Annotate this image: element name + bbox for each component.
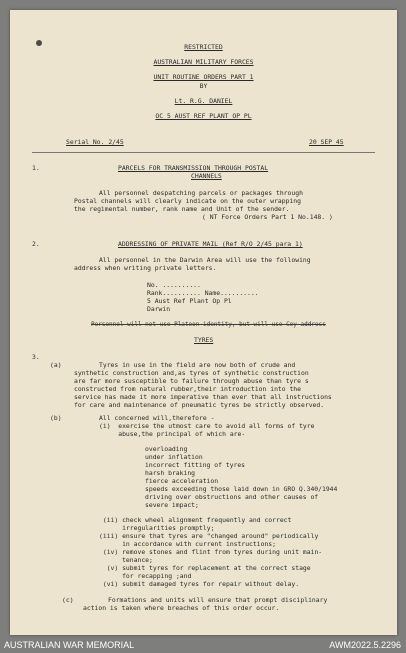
- abuse-item: overloading: [145, 445, 188, 453]
- para-b-item: (iii) ensure that tyres are "changed around" periodically: [99, 532, 319, 540]
- document-title: UNIT ROUTINE ORDERS PART 1: [153, 73, 254, 81]
- section-3-number: 3.: [32, 353, 40, 361]
- para-c-label: (c): [62, 596, 74, 604]
- section-1-ref: ( NT Force Orders Part 1 No.148. ): [202, 213, 333, 221]
- address-line: 5 Aust Ref Plant Op Pl: [147, 297, 232, 305]
- section-2-line: All personnel in the Darwin Area will use the following: [99, 256, 311, 264]
- section-2-line: address when writing private letters.: [74, 264, 217, 272]
- document-page: [10, 10, 397, 635]
- section-1-number: 1.: [32, 164, 40, 172]
- section-1-line: All personnel despatching parcels or packages through: [99, 189, 303, 197]
- para-b-item: (iv) remove stones and flint from tyres during unit main-: [99, 548, 323, 556]
- order-date: 20 SEP 45: [309, 138, 344, 146]
- abuse-item: speeds exceeding those laid down in GRO Q.340/1944: [145, 485, 338, 493]
- abuse-item: severe impact;: [145, 501, 199, 509]
- para-a-label: (a): [50, 361, 62, 369]
- section-1-line: the regimental number, rank name and Unit of the sender.: [74, 205, 290, 213]
- para-c-line: action is taken where breaches of this order occur.: [83, 604, 280, 612]
- footer-credit: AUSTRALIAN WAR MEMORIAL: [4, 640, 135, 650]
- classification: RESTRICTED: [184, 43, 223, 51]
- para-a-line: synthetic construction and,as tyres of synthetic construction: [74, 369, 309, 377]
- abuse-item: harsh braking: [145, 469, 196, 477]
- para-a-line: are far more susceptible to failure through abuse than tyre s: [74, 377, 309, 385]
- para-c-line: Formations and units will ensure that prompt disciplinary: [108, 596, 328, 604]
- divider: [32, 152, 375, 153]
- unit-name: OC 5 AUST REF PLANT OP PL: [155, 112, 252, 120]
- para-b-item: (v) submit tyres for replacement at the correct stage: [99, 564, 311, 572]
- section-1-heading-cont: CHANNELS: [191, 172, 222, 180]
- para-b-item: in accordance with current instructions;: [99, 540, 276, 548]
- para-b-item: for recapping ;and: [99, 572, 192, 580]
- section-2-heading: ADDRESSING OF PRIVATE MAIL (Ref R/O 2/45 para 1): [118, 240, 303, 248]
- abuse-item: driving over obstructions and other causes of: [145, 493, 319, 501]
- footer-accession: AWM2022.5.2296: [329, 640, 401, 650]
- para-b-item: tenance;: [99, 556, 153, 564]
- para-b-item: (ii) check wheel alignment frequently and correct: [99, 516, 292, 524]
- abuse-item: incorrect fitting of tyres: [145, 461, 246, 469]
- abuse-item: fierce acceleration: [145, 477, 219, 485]
- address-line: Rank.......... Name..........: [147, 289, 259, 297]
- para-b-intro: All concerned will,therefore -: [99, 414, 215, 422]
- org-name: AUSTRALIAN MILITARY FORCES: [153, 58, 254, 66]
- struck-out-line: Personnel will not use Platoon identity, but will use Coy address: [91, 321, 326, 328]
- para-b-item: abuse,the principal of which are-: [99, 430, 246, 438]
- para-b-label: (b): [50, 414, 62, 422]
- address-line: Darwin: [147, 305, 171, 313]
- para-a-line: for care and maintenance of pneumatic tyres be strictly observed.: [74, 401, 325, 409]
- section-3-heading: TYRES: [194, 336, 214, 344]
- section-1-heading: PARCELS FOR TRANSMISSION THROUGH POSTAL: [118, 164, 269, 172]
- para-b-item: (vi) submit damaged tyres for repair without delay.: [99, 580, 300, 588]
- abuse-item: under inflation: [145, 453, 203, 461]
- serial-number: Serial No. 2/45: [66, 138, 124, 146]
- officer-name: Lt. R.G. DANIEL: [174, 97, 233, 105]
- para-a-line: Tyres in use in the field are now both of crude and: [99, 361, 296, 369]
- section-1-line: Postal channels will clearly indicate on the outer wrapping: [74, 197, 302, 205]
- by-line: BY: [199, 82, 208, 90]
- para-a-line: service has made it more imperative than ever that all instructions: [74, 393, 332, 401]
- para-b-item: irregularities promptly;: [99, 524, 215, 532]
- address-line: No. ..........: [147, 281, 201, 289]
- para-a-line: constructed from natural rubber,their introduction into the: [74, 385, 302, 393]
- section-2-number: 2.: [32, 240, 40, 248]
- para-b-item: (i) exercise the utmost care to avoid all forms of tyre: [99, 422, 315, 430]
